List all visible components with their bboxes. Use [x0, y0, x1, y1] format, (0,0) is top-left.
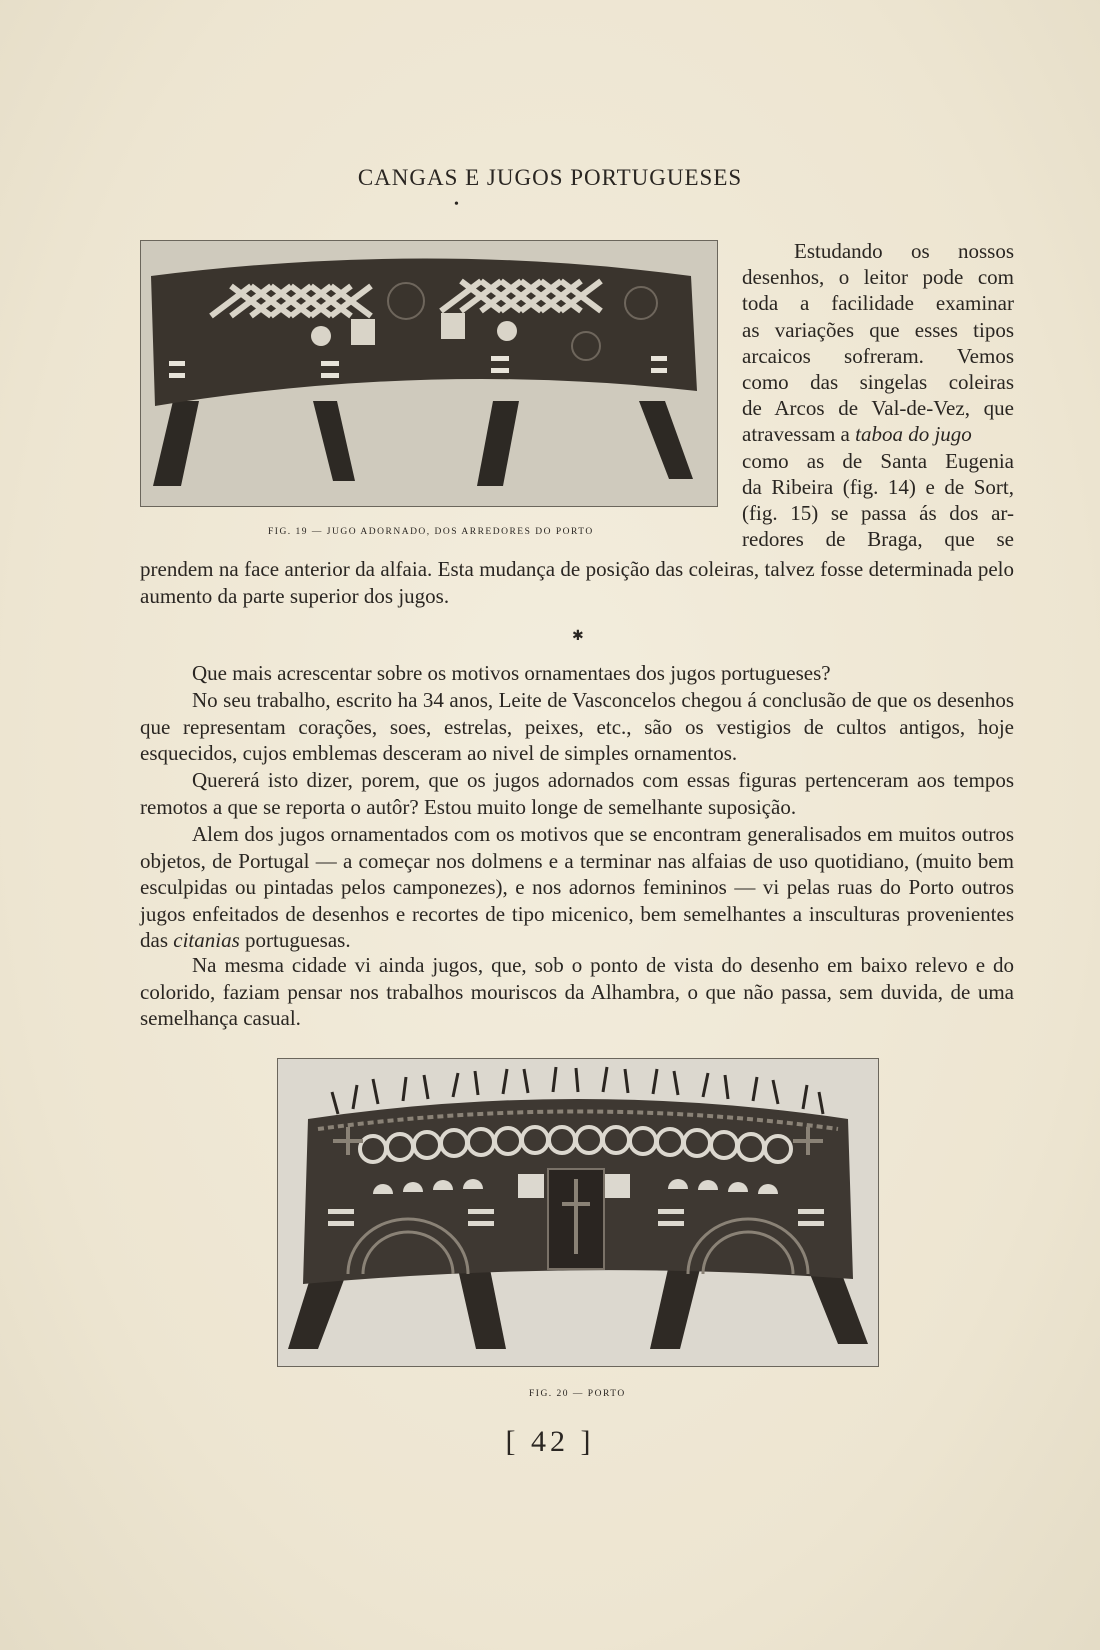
figure-20-caption: FIG. 20 — PORTO: [529, 1389, 626, 1399]
text-span: Alem dos jugos ornamentados com os motivos que se encontram generalisados em muitos outros objetos, de Portugal — a começar nos dolmens e a terminar nas alfaias de uso quotidiano, (muito bem esculpidas ou pintadas pelos camponezes), e nos adornos femininos — vi pelas ruas do Porto outros jugos enfeitados de desenhos e recortes de tipo micenico, bem semelhantes a insculturas provenientes das: [140, 822, 1014, 952]
text-span: portuguesas.: [239, 928, 351, 952]
text-line: como as de Santa Eugenia: [742, 448, 1014, 473]
figure-19-photo: [140, 240, 718, 507]
paragraph-1-continued: prendem na face anterior da alfaia. Esta mudança de posição das coleiras, talvez fosse determinada pelo aumento da parte superior dos jugos.: [140, 557, 1014, 608]
text-span: No seu trabalho, escrito ha 34 anos, Leite de Vasconcelos chegou á conclusão de que os desenhos que representam corações, soes, estrelas, peixes, etc., são os vestigios de cultos antigos, hoje esquecidos, cujos emblemas desceram ao nivel de simples ornamentos.: [140, 688, 1014, 765]
page-number: [ 42 ]: [505, 1425, 595, 1458]
paragraph-4: [140, 767, 1014, 820]
italic-term: taboa do jugo: [855, 422, 972, 447]
paragraph-5: [140, 821, 1014, 954]
text-span: atravessam a: [742, 422, 856, 447]
text-line: (fig. 15) se passa ás dos ar-: [742, 501, 1014, 526]
text-line: de Arcos de Val-de-Vez, que: [742, 396, 1014, 421]
paragraph-3: [140, 687, 1014, 767]
text-span: Que mais acrescentar sobre os motivos ornamentaes dos jugos portugueses?: [192, 661, 831, 685]
carved-yoke-image: [141, 241, 717, 506]
fleuron-ornament: •: [454, 197, 459, 212]
text-line: [742, 421, 1014, 447]
figure-19-caption: FIG. 19 — JUGO ADORNADO, DOS ARREDORES DO PORTO: [268, 527, 594, 537]
text-span: Quererá isto dizer, porem, que os jugos adornados com essas figuras pertenceram aos tempos remotos a que se reporta o autôr? Estou muito longe de semelhante suposição.: [140, 768, 1014, 819]
ornate-yoke-image: [278, 1059, 878, 1366]
text-line: desenhos, o leitor pode com: [742, 265, 1014, 290]
text-span: Na mesma cidade vi ainda jugos, que, sob o ponto de vista do desenho em baixo relevo e do colorido, faziam pensar nos trabalhos mouriscos da Alhambra, o que não passa, sem duvida, de uma semelhança casual.: [140, 953, 1014, 1030]
running-head: CANGAS E JUGOS PORTUGUESES: [357, 165, 743, 190]
paragraph-6: [140, 952, 1014, 1032]
text-line: toda a facilidade examinar: [742, 291, 1014, 316]
text-line: da Ribeira (fig. 14) e de Sort,: [742, 474, 1014, 499]
text-line: redores de Braga, que se: [742, 527, 1014, 552]
paragraph-2: [140, 660, 1014, 687]
italic-term: citanias: [173, 928, 240, 952]
text-line: como das singelas coleiras: [742, 370, 1014, 395]
text-line: arcaicos sofreram. Vemos: [742, 343, 1014, 368]
section-asterisk: ✱: [572, 629, 584, 644]
text-line: Estudando os nossos: [794, 239, 1014, 263]
figure-20-photo: [277, 1058, 879, 1367]
paragraph-1-column: [742, 238, 1014, 552]
text-line: as variações que esses tipos: [742, 317, 1014, 342]
